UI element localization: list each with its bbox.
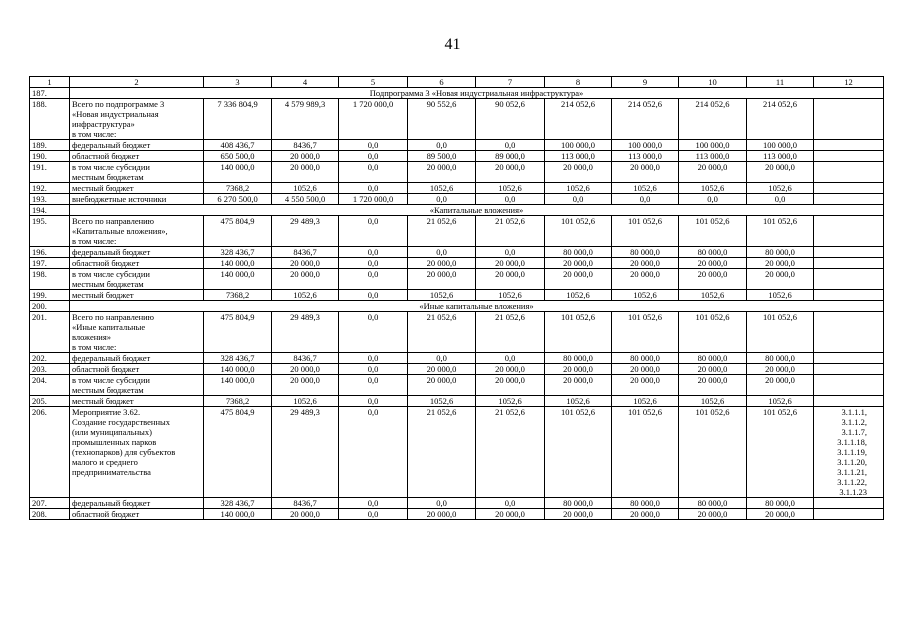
row-number: 198. bbox=[30, 269, 70, 290]
table-cell-value: 0,0 bbox=[339, 183, 408, 194]
table-cell-value: 20 000,0 bbox=[476, 509, 545, 520]
table-cell-value: 8436,7 bbox=[272, 498, 339, 509]
table-cell-value: 101 052,6 bbox=[747, 407, 814, 498]
section-title: Подпрограмма 3 «Новая индустриальная инфраструктура» bbox=[70, 88, 884, 99]
row-label: в том числе субсидии местным бюджетам bbox=[70, 269, 204, 290]
column-header: 8 bbox=[545, 77, 612, 88]
table-cell-value: 328 436,7 bbox=[204, 353, 272, 364]
column-header: 12 bbox=[814, 77, 884, 88]
table-cell-value: 0,0 bbox=[339, 290, 408, 301]
table-cell-value: 101 052,6 bbox=[747, 312, 814, 353]
table-cell-value: 20 000,0 bbox=[476, 375, 545, 396]
section-title: «Иные капитальные вложения» bbox=[70, 301, 884, 312]
table-cell-value: 113 000,0 bbox=[747, 151, 814, 162]
table-cell-value: 20 000,0 bbox=[476, 162, 545, 183]
table-cell-value: 214 052,6 bbox=[679, 99, 747, 140]
table-cell-value: 0,0 bbox=[408, 194, 476, 205]
column-header: 10 bbox=[679, 77, 747, 88]
indicator-refs bbox=[814, 396, 884, 407]
table-cell-value: 1052,6 bbox=[612, 290, 679, 301]
table-cell-value: 101 052,6 bbox=[545, 312, 612, 353]
table-cell-value: 0,0 bbox=[747, 194, 814, 205]
table-row bbox=[30, 162, 884, 183]
row-label: в том числе субсидии местным бюджетам bbox=[70, 162, 204, 183]
table-row bbox=[30, 407, 884, 498]
table-row bbox=[30, 216, 884, 247]
table-cell-value: 20 000,0 bbox=[679, 364, 747, 375]
table-row bbox=[30, 353, 884, 364]
indicator-refs bbox=[814, 247, 884, 258]
table-cell-value: 7368,2 bbox=[204, 396, 272, 407]
table-cell-value: 21 052,6 bbox=[476, 407, 545, 498]
table-cell-value: 1 720 000,0 bbox=[339, 99, 408, 140]
table-row bbox=[30, 396, 884, 407]
row-number: 197. bbox=[30, 258, 70, 269]
table-cell-value: 20 000,0 bbox=[545, 269, 612, 290]
table-cell-value: 328 436,7 bbox=[204, 498, 272, 509]
row-number: 190. bbox=[30, 151, 70, 162]
column-header: 7 bbox=[476, 77, 545, 88]
table-cell-value: 0,0 bbox=[339, 396, 408, 407]
table-cell-value: 80 000,0 bbox=[679, 498, 747, 509]
table-cell-value: 20 000,0 bbox=[272, 151, 339, 162]
table-cell-value: 214 052,6 bbox=[747, 99, 814, 140]
table-cell-value: 20 000,0 bbox=[679, 375, 747, 396]
table-cell-value: 7368,2 bbox=[204, 290, 272, 301]
table-cell-value: 80 000,0 bbox=[545, 498, 612, 509]
row-label: областной бюджет bbox=[70, 509, 204, 520]
table-cell-value: 0,0 bbox=[339, 375, 408, 396]
table-cell-value: 80 000,0 bbox=[679, 247, 747, 258]
table-cell-value: 80 000,0 bbox=[545, 353, 612, 364]
table-row bbox=[30, 364, 884, 375]
table-cell-value: 20 000,0 bbox=[272, 364, 339, 375]
table-cell-value: 20 000,0 bbox=[545, 364, 612, 375]
row-label: Всего по подпрограмме 3 «Новая индустриальная инфраструктура» в том числе: bbox=[70, 99, 204, 140]
table-cell-value: 20 000,0 bbox=[679, 162, 747, 183]
table-cell-value: 20 000,0 bbox=[612, 509, 679, 520]
table-cell-value: 20 000,0 bbox=[612, 258, 679, 269]
table-cell-value: 1052,6 bbox=[679, 290, 747, 301]
table-cell-value: 1052,6 bbox=[747, 183, 814, 194]
row-number: 193. bbox=[30, 194, 70, 205]
indicator-refs bbox=[814, 509, 884, 520]
table-cell-value: 1052,6 bbox=[408, 183, 476, 194]
table-cell-value: 29 489,3 bbox=[272, 407, 339, 498]
table-cell-value: 20 000,0 bbox=[612, 162, 679, 183]
column-header: 3 bbox=[204, 77, 272, 88]
row-number: 202. bbox=[30, 353, 70, 364]
column-header: 1 bbox=[30, 77, 70, 88]
table-cell-value: 0,0 bbox=[408, 247, 476, 258]
row-label: областной бюджет bbox=[70, 258, 204, 269]
table-cell-value: 650 500,0 bbox=[204, 151, 272, 162]
table-cell-value: 20 000,0 bbox=[545, 509, 612, 520]
row-number: 201. bbox=[30, 312, 70, 353]
row-number: 199. bbox=[30, 290, 70, 301]
table-cell-value: 1052,6 bbox=[612, 183, 679, 194]
table-row bbox=[30, 269, 884, 290]
table-cell-value: 0,0 bbox=[679, 194, 747, 205]
table-cell-value: 101 052,6 bbox=[612, 312, 679, 353]
table-cell-value: 113 000,0 bbox=[612, 151, 679, 162]
table-cell-value: 20 000,0 bbox=[545, 375, 612, 396]
table-cell-value: 328 436,7 bbox=[204, 247, 272, 258]
table-cell-value: 101 052,6 bbox=[747, 216, 814, 247]
table-cell-value: 20 000,0 bbox=[272, 375, 339, 396]
table-cell-value: 20 000,0 bbox=[408, 162, 476, 183]
table-header-row bbox=[30, 77, 884, 88]
table-cell-value: 20 000,0 bbox=[408, 375, 476, 396]
table-cell-value: 0,0 bbox=[339, 258, 408, 269]
table-cell-value: 20 000,0 bbox=[272, 258, 339, 269]
table-cell-value: 0,0 bbox=[476, 498, 545, 509]
table-cell-value: 0,0 bbox=[476, 140, 545, 151]
row-number: 188. bbox=[30, 99, 70, 140]
table-cell-value: 0,0 bbox=[476, 247, 545, 258]
table-cell-value: 140 000,0 bbox=[204, 509, 272, 520]
table-cell-value: 0,0 bbox=[339, 269, 408, 290]
column-header: 5 bbox=[339, 77, 408, 88]
row-label: местный бюджет bbox=[70, 290, 204, 301]
row-number: 194. bbox=[30, 205, 70, 216]
table-cell-value: 0,0 bbox=[339, 509, 408, 520]
indicator-refs bbox=[814, 364, 884, 375]
table-cell-value: 89 000,0 bbox=[476, 151, 545, 162]
row-number: 207. bbox=[30, 498, 70, 509]
row-label: Мероприятие 3.62. Создание государственных (или муниципальных) промышленных парков (технопарков) для субъектов малого и среднего предпринимательства bbox=[70, 407, 204, 498]
table-cell-value: 20 000,0 bbox=[747, 509, 814, 520]
table-cell-value: 20 000,0 bbox=[272, 269, 339, 290]
table-cell-value: 100 000,0 bbox=[747, 140, 814, 151]
indicator-refs bbox=[814, 216, 884, 247]
indicator-refs bbox=[814, 162, 884, 183]
table-cell-value: 0,0 bbox=[339, 312, 408, 353]
table-cell-value: 0,0 bbox=[545, 194, 612, 205]
table-cell-value: 214 052,6 bbox=[612, 99, 679, 140]
table-cell-value: 140 000,0 bbox=[204, 269, 272, 290]
row-label: местный бюджет bbox=[70, 396, 204, 407]
row-label: местный бюджет bbox=[70, 183, 204, 194]
table-cell-value: 20 000,0 bbox=[747, 364, 814, 375]
table-cell-value: 7 336 804,9 bbox=[204, 99, 272, 140]
table-body bbox=[30, 88, 884, 520]
indicator-refs bbox=[814, 99, 884, 140]
table-cell-value: 101 052,6 bbox=[679, 312, 747, 353]
row-label: областной бюджет bbox=[70, 364, 204, 375]
table-cell-value: 1052,6 bbox=[545, 183, 612, 194]
row-label: федеральный бюджет bbox=[70, 498, 204, 509]
table-cell-value: 21 052,6 bbox=[408, 407, 476, 498]
table-cell-value: 113 000,0 bbox=[545, 151, 612, 162]
table-cell-value: 21 052,6 bbox=[408, 216, 476, 247]
table-cell-value: 20 000,0 bbox=[408, 509, 476, 520]
table-cell-value: 140 000,0 bbox=[204, 375, 272, 396]
row-number: 187. bbox=[30, 88, 70, 99]
row-label: областной бюджет bbox=[70, 151, 204, 162]
table-cell-value: 20 000,0 bbox=[272, 509, 339, 520]
table-cell-value: 29 489,3 bbox=[272, 216, 339, 247]
table-cell-value: 21 052,6 bbox=[476, 216, 545, 247]
table-cell-value: 0,0 bbox=[476, 194, 545, 205]
table-cell-value: 89 500,0 bbox=[408, 151, 476, 162]
indicator-refs bbox=[814, 140, 884, 151]
indicator-refs bbox=[814, 375, 884, 396]
table-cell-value: 101 052,6 bbox=[679, 407, 747, 498]
table-row bbox=[30, 509, 884, 520]
indicator-refs bbox=[814, 258, 884, 269]
table-cell-value: 0,0 bbox=[339, 353, 408, 364]
table-cell-value: 1052,6 bbox=[545, 396, 612, 407]
table-cell-value: 475 804,9 bbox=[204, 407, 272, 498]
row-number: 196. bbox=[30, 247, 70, 258]
table-cell-value: 20 000,0 bbox=[747, 269, 814, 290]
table-cell-value: 4 579 989,3 bbox=[272, 99, 339, 140]
column-header: 2 bbox=[70, 77, 204, 88]
table-cell-value: 1052,6 bbox=[272, 290, 339, 301]
table-row bbox=[30, 151, 884, 162]
table-cell-value: 20 000,0 bbox=[679, 269, 747, 290]
table-cell-value: 0,0 bbox=[476, 353, 545, 364]
table-cell-value: 20 000,0 bbox=[612, 375, 679, 396]
table-cell-value: 140 000,0 bbox=[204, 162, 272, 183]
column-header: 9 bbox=[612, 77, 679, 88]
table-cell-value: 214 052,6 bbox=[545, 99, 612, 140]
table-cell-value: 20 000,0 bbox=[476, 269, 545, 290]
table-cell-value: 408 436,7 bbox=[204, 140, 272, 151]
table-cell-value: 140 000,0 bbox=[204, 364, 272, 375]
table-cell-value: 8436,7 bbox=[272, 247, 339, 258]
table-cell-value: 80 000,0 bbox=[747, 247, 814, 258]
row-number: 195. bbox=[30, 216, 70, 247]
table-cell-value: 20 000,0 bbox=[747, 375, 814, 396]
table-cell-value: 1052,6 bbox=[408, 396, 476, 407]
row-label: федеральный бюджет bbox=[70, 140, 204, 151]
table-cell-value: 20 000,0 bbox=[272, 162, 339, 183]
table-cell-value: 101 052,6 bbox=[679, 216, 747, 247]
table-cell-value: 1052,6 bbox=[476, 183, 545, 194]
table-row bbox=[30, 258, 884, 269]
table-row bbox=[30, 498, 884, 509]
table-cell-value: 20 000,0 bbox=[679, 258, 747, 269]
indicator-refs bbox=[814, 194, 884, 205]
table-cell-value: 0,0 bbox=[339, 247, 408, 258]
row-label: Всего по направлению «Капитальные вложения», в том числе: bbox=[70, 216, 204, 247]
row-number: 191. bbox=[30, 162, 70, 183]
table-cell-value: 80 000,0 bbox=[679, 353, 747, 364]
table-cell-value: 20 000,0 bbox=[408, 269, 476, 290]
table-cell-value: 4 550 500,0 bbox=[272, 194, 339, 205]
indicator-refs bbox=[814, 151, 884, 162]
indicator-refs bbox=[814, 353, 884, 364]
section-row bbox=[30, 301, 884, 312]
table-cell-value: 0,0 bbox=[339, 364, 408, 375]
column-header: 11 bbox=[747, 77, 814, 88]
table-cell-value: 0,0 bbox=[408, 498, 476, 509]
table-row bbox=[30, 140, 884, 151]
budget-table bbox=[29, 76, 884, 520]
indicator-refs bbox=[814, 183, 884, 194]
column-header: 4 bbox=[272, 77, 339, 88]
row-number: 192. bbox=[30, 183, 70, 194]
table-cell-value: 101 052,6 bbox=[545, 407, 612, 498]
table-cell-value: 20 000,0 bbox=[545, 162, 612, 183]
table-cell-value: 1052,6 bbox=[612, 396, 679, 407]
table-cell-value: 101 052,6 bbox=[612, 216, 679, 247]
row-label: в том числе субсидии местным бюджетам bbox=[70, 375, 204, 396]
table-cell-value: 1052,6 bbox=[476, 396, 545, 407]
table-cell-value: 1052,6 bbox=[747, 290, 814, 301]
table-cell-value: 80 000,0 bbox=[545, 247, 612, 258]
table-cell-value: 0,0 bbox=[339, 162, 408, 183]
table-cell-value: 20 000,0 bbox=[747, 258, 814, 269]
row-number: 208. bbox=[30, 509, 70, 520]
table-cell-value: 20 000,0 bbox=[679, 509, 747, 520]
table-cell-value: 90 552,6 bbox=[408, 99, 476, 140]
table-cell-value: 20 000,0 bbox=[408, 258, 476, 269]
table-cell-value: 0,0 bbox=[408, 353, 476, 364]
section-row bbox=[30, 205, 884, 216]
page-number: 41 bbox=[444, 36, 461, 53]
table-cell-value: 80 000,0 bbox=[612, 247, 679, 258]
row-number: 204. bbox=[30, 375, 70, 396]
table-row bbox=[30, 247, 884, 258]
table-cell-value: 20 000,0 bbox=[545, 258, 612, 269]
row-number: 205. bbox=[30, 396, 70, 407]
table-cell-value: 101 052,6 bbox=[545, 216, 612, 247]
table-cell-value: 29 489,3 bbox=[272, 312, 339, 353]
table-cell-value: 1052,6 bbox=[545, 290, 612, 301]
row-label: федеральный бюджет bbox=[70, 247, 204, 258]
table-cell-value: 6 270 500,0 bbox=[204, 194, 272, 205]
table-cell-value: 1052,6 bbox=[272, 396, 339, 407]
table-cell-value: 8436,7 bbox=[272, 353, 339, 364]
row-number: 203. bbox=[30, 364, 70, 375]
table-cell-value: 1052,6 bbox=[747, 396, 814, 407]
section-row bbox=[30, 88, 884, 99]
indicator-refs bbox=[814, 290, 884, 301]
table-cell-value: 8436,7 bbox=[272, 140, 339, 151]
table-cell-value: 21 052,6 bbox=[476, 312, 545, 353]
table-cell-value: 90 052,6 bbox=[476, 99, 545, 140]
table-cell-value: 475 804,9 bbox=[204, 312, 272, 353]
table-cell-value: 0,0 bbox=[339, 140, 408, 151]
table-cell-value: 0,0 bbox=[339, 498, 408, 509]
table-cell-value: 20 000,0 bbox=[476, 364, 545, 375]
table-row bbox=[30, 312, 884, 353]
table-cell-value: 0,0 bbox=[339, 407, 408, 498]
table-row bbox=[30, 183, 884, 194]
row-label: внебюджетные источники bbox=[70, 194, 204, 205]
table-cell-value: 1052,6 bbox=[476, 290, 545, 301]
table-row bbox=[30, 375, 884, 396]
table-cell-value: 100 000,0 bbox=[545, 140, 612, 151]
table-cell-value: 1052,6 bbox=[679, 396, 747, 407]
column-header: 6 bbox=[408, 77, 476, 88]
table-cell-value: 100 000,0 bbox=[612, 140, 679, 151]
row-number: 189. bbox=[30, 140, 70, 151]
table-cell-value: 475 804,9 bbox=[204, 216, 272, 247]
row-label: федеральный бюджет bbox=[70, 353, 204, 364]
table-cell-value: 20 000,0 bbox=[612, 364, 679, 375]
table-row bbox=[30, 290, 884, 301]
table-cell-value: 100 000,0 bbox=[679, 140, 747, 151]
table-cell-value: 1052,6 bbox=[272, 183, 339, 194]
table-row bbox=[30, 99, 884, 140]
indicator-refs: 3.1.1.1, 3.1.1.2, 3.1.1.7, 3.1.1.18, 3.1.1.19, 3.1.1.20, 3.1.1.21, 3.1.1.22, 3.1.1.23 bbox=[814, 407, 884, 498]
table-cell-value: 21 052,6 bbox=[408, 312, 476, 353]
table-cell-value: 101 052,6 bbox=[612, 407, 679, 498]
row-number: 200. bbox=[30, 301, 70, 312]
table-cell-value: 80 000,0 bbox=[612, 353, 679, 364]
table-cell-value: 20 000,0 bbox=[476, 258, 545, 269]
table-cell-value: 80 000,0 bbox=[747, 353, 814, 364]
table-cell-value: 1 720 000,0 bbox=[339, 194, 408, 205]
table-cell-value: 0,0 bbox=[339, 151, 408, 162]
section-title: «Капитальные вложения» bbox=[70, 205, 884, 216]
indicator-refs bbox=[814, 498, 884, 509]
table-cell-value: 20 000,0 bbox=[747, 162, 814, 183]
table-cell-value: 20 000,0 bbox=[408, 364, 476, 375]
table-cell-value: 140 000,0 bbox=[204, 258, 272, 269]
table-cell-value: 0,0 bbox=[339, 216, 408, 247]
table-cell-value: 1052,6 bbox=[679, 183, 747, 194]
table-cell-value: 7368,2 bbox=[204, 183, 272, 194]
indicator-refs bbox=[814, 312, 884, 353]
table-cell-value: 80 000,0 bbox=[612, 498, 679, 509]
row-number: 206. bbox=[30, 407, 70, 498]
table-cell-value: 0,0 bbox=[408, 140, 476, 151]
table-cell-value: 80 000,0 bbox=[747, 498, 814, 509]
table-cell-value: 1052,6 bbox=[408, 290, 476, 301]
table-cell-value: 0,0 bbox=[612, 194, 679, 205]
table-cell-value: 20 000,0 bbox=[612, 269, 679, 290]
indicator-refs bbox=[814, 269, 884, 290]
row-label: Всего по направлению «Иные капитальные вложения» в том числе: bbox=[70, 312, 204, 353]
table-cell-value: 113 000,0 bbox=[679, 151, 747, 162]
table-row bbox=[30, 194, 884, 205]
